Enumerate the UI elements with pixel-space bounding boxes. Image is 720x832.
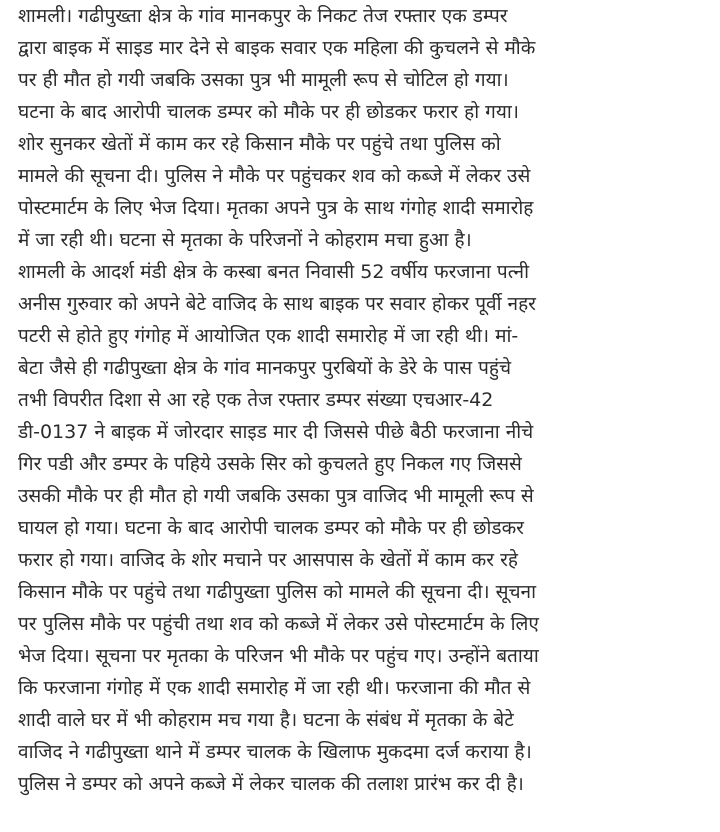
article-line-20: पर पुलिस मौके पर पहुंची तथा शव को कब्जे में लेकर उसे पोस्टमार्टम के लिए [18,613,539,635]
article-line-1: शामली। गढीपुख्ता क्षेत्र के गांव मानकपुर के निकट तेज रफ्तार एक डम्पर [18,5,508,27]
article-line-17: घायल हो गया। घटना के बाद आरोपी चालक डम्पर को मौके पर ही छोडकर [18,517,524,539]
article-line-16: उसकी मौके पर ही मौत हो गयी जबकि उसका पुत्र वाजिद भी मामूली रूप से [18,485,534,507]
article-line-10: अनीस गुरुवार को अपने बेटे वाजिद के साथ बाइक पर सवार होकर पूर्वी नहर [18,293,536,315]
article-line-9: शामली के आदर्श मंडी क्षेत्र के कस्बा बनत निवासी 52 वर्षीय फरजाना पत्नी [18,261,530,283]
article-line-11: पटरी से होते हुए गंगोह में आयोजित एक शादी समारोह में जा रही थी। मां- [18,325,519,347]
article-line-13: तभी विपरीत दिशा से आ रहे एक तेज रफ्तार डम्पर संख्या एचआर-42 [18,389,494,411]
article-line-6: मामले की सूचना दी। पुलिस ने मौके पर पहुंचकर शव को कब्जे में लेकर उसे [18,165,531,187]
news-article-body [18,0,708,800]
article-line-12: बेटा जैसे ही गढीपुख्ता क्षेत्र के गांव मानकपुर पुरबियों के डेरे के पास पहुंचे [18,357,512,379]
article-line-7: पोस्टमार्टम के लिए भेज दिया। मृतका अपने पुत्र के साथ गंगोह शादी समारोह [18,197,534,219]
article-line-5: शोर सुनकर खेतों में काम कर रहे किसान मौके पर पहुंचे तथा पुलिस को [18,133,501,155]
article-line-19: किसान मौके पर पहुंचे तथा गढीपुख्ता पुलिस को मामले की सूचना दी। सूचना [18,581,537,603]
article-line-18: फरार हो गया। वाजिद के शोर मचाने पर आसपास के खेतों में काम कर रहे [18,549,518,571]
article-line-2: द्वारा बाइक में साइड मार देने से बाइक सवार एक महिला की कुचलने से मौके [18,37,536,59]
article-line-22: कि फरजाना गंगोह में एक शादी समारोह में जा रही थी। फरजाना की मौत से [18,677,531,699]
article-line-23: शादी वाले घर में भी कोहराम मच गया है। घटना के संबंध में मृतका के बेटे [18,709,514,731]
article-line-8: में जा रही थी। घटना से मृतका के परिजनों ने कोहराम मचा हुआ है। [18,229,472,251]
article-line-25: पुलिस ने डम्पर को अपने कब्जे में लेकर चालक की तलाश प्रारंभ कर दी है। [18,773,524,795]
article-line-24: वाजिद ने गढीपुख्ता थाने में डम्पर चालक के खिलाफ मुकदमा दर्ज कराया है। [18,741,532,763]
article-line-21: भेज दिया। सूचना पर मृतका के परिजन भी मौके पर पहुंच गए। उन्होंने बताया [18,645,539,667]
article-line-15: गिर पडी और डम्पर के पहिये उसके सिर को कुचलते हुए निकल गए जिससे [18,453,522,475]
article-line-3: पर ही मौत हो गयी जबकि उसका पुत्र भी मामूली रूप से चोटिल हो गया। [18,69,509,91]
article-line-14: डी-0137 ने बाइक में जोरदार साइड मार दी जिससे पीछे बैठी फरजाना नीचे [18,421,534,443]
article-line-4: घटना के बाद आरोपी चालक डम्पर को मौके पर ही छोडकर फरार हो गया। [18,101,519,123]
